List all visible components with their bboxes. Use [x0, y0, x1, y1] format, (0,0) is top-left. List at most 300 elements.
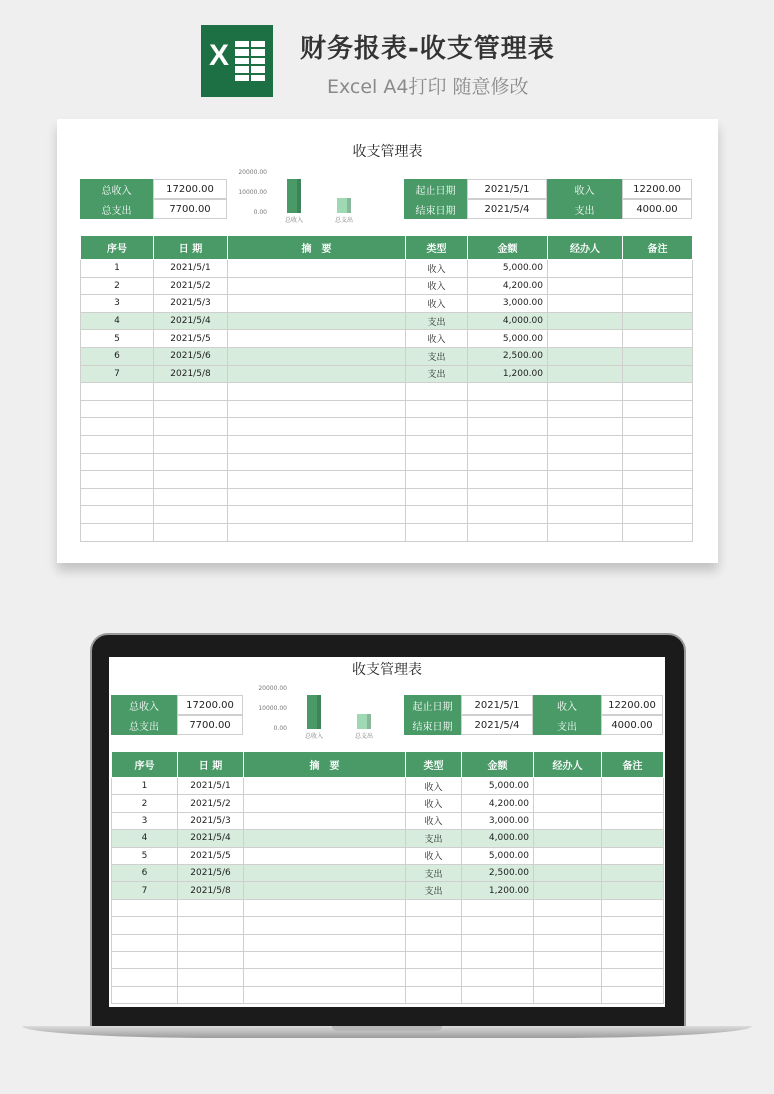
table-cell-handler[interactable] [534, 795, 602, 812]
table-cell-empty[interactable] [81, 506, 154, 524]
table-cell-empty[interactable] [548, 523, 623, 541]
table-cell-empty[interactable] [81, 435, 154, 453]
table-cell-date[interactable]: 2021/5/6 [154, 347, 228, 365]
table-cell-empty[interactable] [81, 453, 154, 471]
table-row-empty [112, 899, 664, 916]
start-date-value[interactable]: 2021/5/1 [467, 179, 547, 199]
bar-total-income [287, 179, 301, 213]
table-cell-empty[interactable] [462, 986, 534, 1003]
table-cell-empty[interactable] [244, 951, 406, 968]
table-cell-empty[interactable] [623, 523, 693, 541]
table-header-row [112, 752, 664, 778]
table-row-empty [81, 488, 693, 506]
table-cell-handler[interactable] [548, 277, 623, 295]
table-cell-no[interactable]: 3 [112, 812, 178, 829]
column-header[interactable]: 经办人 [548, 236, 623, 260]
table-cell-type[interactable]: 收入 [406, 295, 468, 313]
table-cell-no[interactable]: 1 [112, 778, 178, 795]
y-tick-label: 10000.00 [238, 189, 267, 196]
table-cell-empty[interactable] [406, 435, 468, 453]
table-cell-empty[interactable] [154, 435, 228, 453]
column-header[interactable]: 类型 [406, 752, 462, 778]
table-cell-empty[interactable] [548, 400, 623, 418]
table-cell-summary[interactable] [228, 260, 406, 278]
table-cell-type[interactable]: 支出 [406, 347, 468, 365]
table-cell-summary[interactable] [244, 882, 406, 899]
table-row [81, 260, 693, 278]
table-cell-empty[interactable] [623, 488, 693, 506]
table-cell-empty[interactable] [623, 471, 693, 489]
table-row-empty [81, 383, 693, 401]
table-cell-date[interactable]: 2021/5/2 [154, 277, 228, 295]
sheet-title: 收支管理表 [352, 144, 423, 160]
table-row-empty [112, 986, 664, 1003]
banner-title: 财务报表-收支管理表 [300, 34, 555, 64]
end-date-value[interactable]: 2021/5/4 [461, 715, 533, 735]
table-cell-summary[interactable] [244, 795, 406, 812]
table-cell-empty[interactable] [534, 969, 602, 986]
table-cell-no[interactable]: 6 [81, 347, 154, 365]
table-cell-type[interactable]: 收入 [406, 330, 468, 348]
table-cell-handler[interactable] [548, 365, 623, 383]
table-cell-type[interactable]: 收入 [406, 847, 462, 864]
table-row [112, 882, 664, 899]
table-cell-empty[interactable] [406, 986, 462, 1003]
records-table [111, 751, 664, 1004]
table-cell-empty[interactable] [154, 523, 228, 541]
table-row [112, 864, 664, 881]
table-cell-handler[interactable] [548, 312, 623, 330]
table-cell-empty[interactable] [534, 986, 602, 1003]
table-cell-empty[interactable] [623, 453, 693, 471]
table-cell-type[interactable]: 收入 [406, 277, 468, 295]
table-cell-date[interactable]: 2021/5/4 [154, 312, 228, 330]
column-header[interactable]: 序号 [81, 236, 154, 260]
table-cell-summary[interactable] [228, 330, 406, 348]
table-cell-empty[interactable] [178, 934, 244, 951]
table-cell-empty[interactable] [112, 899, 178, 916]
table-cell-empty[interactable] [228, 488, 406, 506]
table-cell-empty[interactable] [406, 488, 468, 506]
table-cell-summary[interactable] [228, 312, 406, 330]
table-cell-empty[interactable] [154, 506, 228, 524]
table-cell-note[interactable] [623, 347, 693, 365]
table-cell-note[interactable] [602, 864, 664, 881]
total-expense-value[interactable]: 7700.00 [177, 715, 243, 735]
table-cell-amount[interactable]: 5,000.00 [468, 330, 548, 348]
table-cell-date[interactable]: 2021/5/5 [154, 330, 228, 348]
table-cell-handler[interactable] [548, 260, 623, 278]
excel-logo-letter: X [209, 39, 230, 72]
table-cell-empty[interactable] [178, 969, 244, 986]
table-row [112, 778, 664, 795]
table-cell-empty[interactable] [406, 400, 468, 418]
table-cell-note[interactable] [623, 260, 693, 278]
table-cell-no[interactable]: 2 [112, 795, 178, 812]
table-row-empty [81, 523, 693, 541]
table-cell-handler[interactable] [548, 330, 623, 348]
table-row-empty [81, 418, 693, 436]
table-cell-empty[interactable] [602, 951, 664, 968]
column-header[interactable]: 日 期 [154, 236, 228, 260]
table-row-empty [112, 934, 664, 951]
table-cell-date[interactable]: 2021/5/4 [178, 830, 244, 847]
records-table [80, 235, 693, 542]
table-cell-empty[interactable] [228, 453, 406, 471]
table-row [81, 295, 693, 313]
table-cell-date[interactable]: 2021/5/6 [178, 864, 244, 881]
table-cell-empty[interactable] [406, 969, 462, 986]
table-cell-empty[interactable] [154, 488, 228, 506]
table-cell-empty[interactable] [462, 951, 534, 968]
table-cell-empty[interactable] [406, 453, 468, 471]
filtered-income-value[interactable]: 12200.00 [622, 179, 692, 199]
table-cell-empty[interactable] [244, 986, 406, 1003]
table-cell-empty[interactable] [462, 899, 534, 916]
table-cell-empty[interactable] [406, 383, 468, 401]
total-income-label: 总收入 [80, 179, 153, 199]
table-cell-empty[interactable] [81, 418, 154, 436]
table-cell-empty[interactable] [154, 400, 228, 418]
table-cell-empty[interactable] [534, 917, 602, 934]
table-cell-empty[interactable] [602, 934, 664, 951]
table-row-empty [112, 969, 664, 986]
column-header[interactable]: 经办人 [534, 752, 602, 778]
banner [0, 0, 774, 110]
total-expense-label: 总支出 [80, 199, 153, 219]
table-cell-summary[interactable] [244, 847, 406, 864]
table-cell-type[interactable]: 支出 [406, 864, 462, 881]
column-header[interactable]: 类型 [406, 236, 468, 260]
table-cell-empty[interactable] [548, 435, 623, 453]
table-cell-note[interactable] [602, 812, 664, 829]
filtered-income-value[interactable]: 12200.00 [601, 695, 663, 715]
table-cell-empty[interactable] [462, 934, 534, 951]
table-cell-type[interactable]: 支出 [406, 830, 462, 847]
filtered-expense-label: 支出 [533, 715, 601, 735]
table-cell-empty[interactable] [81, 383, 154, 401]
end-date-label: 结束日期 [404, 715, 461, 735]
table-cell-date[interactable]: 2021/5/3 [178, 812, 244, 829]
table-cell-empty[interactable] [81, 471, 154, 489]
table-cell-type[interactable]: 收入 [406, 778, 462, 795]
table-cell-empty[interactable] [468, 435, 548, 453]
table-cell-no[interactable]: 7 [112, 882, 178, 899]
table-cell-empty[interactable] [81, 488, 154, 506]
table-cell-handler[interactable] [534, 830, 602, 847]
table-cell-summary[interactable] [228, 347, 406, 365]
table-cell-date[interactable]: 2021/5/5 [178, 847, 244, 864]
table-cell-amount[interactable]: 4,200.00 [462, 795, 534, 812]
table-cell-empty[interactable] [602, 969, 664, 986]
table-cell-note[interactable] [623, 295, 693, 313]
end-date-value[interactable]: 2021/5/4 [467, 199, 547, 219]
total-income-value[interactable]: 17200.00 [177, 695, 243, 715]
table-cell-amount[interactable]: 2,500.00 [462, 864, 534, 881]
table-cell-amount[interactable]: 3,000.00 [468, 295, 548, 313]
table-row [81, 330, 693, 348]
table-cell-amount[interactable]: 5,000.00 [462, 778, 534, 795]
start-date-label: 起止日期 [404, 695, 461, 715]
table-cell-empty[interactable] [228, 471, 406, 489]
table-cell-empty[interactable] [462, 969, 534, 986]
table-cell-empty[interactable] [548, 471, 623, 489]
table-header-row [81, 236, 693, 260]
column-header[interactable]: 日 期 [178, 752, 244, 778]
table-cell-date[interactable]: 2021/5/2 [178, 795, 244, 812]
table-cell-date[interactable]: 2021/5/1 [178, 778, 244, 795]
table-cell-empty[interactable] [81, 400, 154, 418]
table-cell-note[interactable] [602, 830, 664, 847]
filtered-income-label: 收入 [533, 695, 601, 715]
table-cell-summary[interactable] [228, 365, 406, 383]
table-row [112, 847, 664, 864]
table-cell-empty[interactable] [468, 523, 548, 541]
y-tick-label: 0.00 [273, 725, 287, 732]
summary-bar-chart [249, 685, 389, 745]
table-cell-empty[interactable] [154, 418, 228, 436]
table-row [112, 812, 664, 829]
column-header[interactable]: 摘 要 [228, 236, 406, 260]
table-cell-empty[interactable] [112, 917, 178, 934]
table-cell-empty[interactable] [623, 383, 693, 401]
table-cell-empty[interactable] [228, 435, 406, 453]
y-tick-label: 20000.00 [258, 685, 287, 692]
table-row [112, 830, 664, 847]
table-cell-type[interactable]: 收入 [406, 812, 462, 829]
table-cell-note[interactable] [602, 882, 664, 899]
laptop-screen-sheet [109, 657, 665, 1007]
table-cell-type[interactable]: 收入 [406, 795, 462, 812]
table-row [112, 795, 664, 812]
column-header[interactable]: 金额 [462, 752, 534, 778]
column-header[interactable]: 金额 [468, 236, 548, 260]
table-cell-type[interactable]: 支出 [406, 882, 462, 899]
table-cell-handler[interactable] [534, 812, 602, 829]
end-date-label: 结束日期 [404, 199, 467, 219]
table-cell-empty[interactable] [244, 917, 406, 934]
table-cell-empty[interactable] [228, 506, 406, 524]
table-row-empty [81, 400, 693, 418]
table-cell-amount[interactable]: 4,000.00 [462, 830, 534, 847]
table-cell-amount[interactable]: 2,500.00 [468, 347, 548, 365]
filtered-expense-value[interactable]: 4000.00 [601, 715, 663, 735]
column-header[interactable]: 备注 [623, 236, 693, 260]
table-cell-amount[interactable]: 3,000.00 [462, 812, 534, 829]
total-expense-value[interactable]: 7700.00 [153, 199, 227, 219]
table-row-empty [81, 471, 693, 489]
table-cell-amount[interactable]: 4,000.00 [468, 312, 548, 330]
table-cell-empty[interactable] [154, 453, 228, 471]
excel-logo-icon [201, 25, 273, 97]
table-cell-date[interactable]: 2021/5/3 [154, 295, 228, 313]
table-cell-empty[interactable] [548, 383, 623, 401]
table-cell-empty[interactable] [178, 917, 244, 934]
bar-label: 总支出 [354, 733, 373, 740]
table-row [81, 312, 693, 330]
table-cell-empty[interactable] [548, 506, 623, 524]
table-cell-amount[interactable]: 4,200.00 [468, 277, 548, 295]
table-cell-empty[interactable] [112, 969, 178, 986]
filtered-income-label: 收入 [547, 179, 622, 199]
table-row-empty [112, 917, 664, 934]
table-cell-summary[interactable] [244, 864, 406, 881]
table-cell-amount[interactable]: 1,200.00 [468, 365, 548, 383]
laptop-base [22, 1026, 752, 1038]
table-cell-empty[interactable] [244, 934, 406, 951]
column-header[interactable]: 摘 要 [244, 752, 406, 778]
table-cell-empty[interactable] [228, 383, 406, 401]
table-cell-empty[interactable] [468, 453, 548, 471]
table-cell-note[interactable] [623, 312, 693, 330]
table-cell-note[interactable] [623, 277, 693, 295]
table-cell-handler[interactable] [548, 295, 623, 313]
table-cell-empty[interactable] [602, 986, 664, 1003]
table-cell-empty[interactable] [534, 934, 602, 951]
table-cell-no[interactable]: 1 [81, 260, 154, 278]
table-row-empty [112, 951, 664, 968]
table-cell-empty[interactable] [406, 951, 462, 968]
bar-total-expense [357, 714, 371, 729]
table-cell-empty[interactable] [468, 418, 548, 436]
table-cell-empty[interactable] [406, 523, 468, 541]
table-cell-empty[interactable] [623, 418, 693, 436]
filtered-expense-label: 支出 [547, 199, 622, 219]
table-cell-empty[interactable] [468, 400, 548, 418]
table-cell-note[interactable] [623, 365, 693, 383]
table-cell-empty[interactable] [178, 951, 244, 968]
table-cell-handler[interactable] [534, 778, 602, 795]
table-row [81, 365, 693, 383]
bar-label: 总收入 [284, 217, 303, 224]
table-cell-no[interactable]: 2 [81, 277, 154, 295]
table-cell-empty[interactable] [154, 471, 228, 489]
table-cell-no[interactable]: 4 [112, 830, 178, 847]
table-cell-date[interactable]: 2021/5/1 [154, 260, 228, 278]
table-cell-empty[interactable] [406, 471, 468, 489]
table-cell-no[interactable]: 3 [81, 295, 154, 313]
table-cell-handler[interactable] [534, 847, 602, 864]
table-cell-empty[interactable] [228, 418, 406, 436]
table-cell-empty[interactable] [623, 435, 693, 453]
table-cell-handler[interactable] [548, 347, 623, 365]
table-cell-no[interactable]: 7 [81, 365, 154, 383]
table-cell-empty[interactable] [468, 506, 548, 524]
table-cell-empty[interactable] [548, 453, 623, 471]
bar-total-expense [337, 198, 351, 213]
banner-subtitle: Excel A4打印 随意修改 [327, 76, 529, 98]
table-cell-summary[interactable] [244, 830, 406, 847]
table-cell-no[interactable]: 5 [81, 330, 154, 348]
table-cell-empty[interactable] [468, 471, 548, 489]
table-cell-handler[interactable] [534, 882, 602, 899]
table-cell-empty[interactable] [228, 400, 406, 418]
table-cell-summary[interactable] [228, 277, 406, 295]
table-cell-empty[interactable] [244, 969, 406, 986]
table-cell-empty[interactable] [468, 383, 548, 401]
table-cell-date[interactable]: 2021/5/8 [154, 365, 228, 383]
table-row-empty [81, 435, 693, 453]
table-cell-empty[interactable] [406, 899, 462, 916]
table-cell-empty[interactable] [112, 951, 178, 968]
y-tick-label: 0.00 [253, 209, 267, 216]
total-income-label: 总收入 [111, 695, 177, 715]
summary-bar-chart [229, 169, 379, 229]
sheet-preview [57, 119, 718, 563]
sheet-title: 收支管理表 [352, 662, 422, 678]
table-cell-type[interactable]: 支出 [406, 365, 468, 383]
table-row-empty [81, 506, 693, 524]
table-cell-empty[interactable] [112, 986, 178, 1003]
table-cell-empty[interactable] [602, 917, 664, 934]
bar-total-income [307, 695, 321, 729]
start-date-value[interactable]: 2021/5/1 [461, 695, 533, 715]
table-cell-handler[interactable] [534, 864, 602, 881]
table-cell-summary[interactable] [228, 295, 406, 313]
table-cell-note[interactable] [602, 847, 664, 864]
table-cell-empty[interactable] [406, 418, 468, 436]
bar-label: 总支出 [334, 217, 353, 224]
table-cell-empty[interactable] [228, 523, 406, 541]
table-cell-empty[interactable] [178, 899, 244, 916]
table-cell-note[interactable] [602, 778, 664, 795]
table-cell-empty[interactable] [406, 917, 462, 934]
table-row-empty [81, 453, 693, 471]
table-cell-empty[interactable] [81, 523, 154, 541]
table-cell-empty[interactable] [623, 400, 693, 418]
total-expense-label: 总支出 [111, 715, 177, 735]
table-cell-empty[interactable] [468, 488, 548, 506]
table-row [81, 277, 693, 295]
table-cell-summary[interactable] [244, 778, 406, 795]
bar-label: 总收入 [304, 733, 323, 740]
table-cell-empty[interactable] [244, 899, 406, 916]
table-cell-empty[interactable] [623, 506, 693, 524]
table-cell-empty[interactable] [548, 418, 623, 436]
table-cell-empty[interactable] [406, 934, 462, 951]
table-cell-summary[interactable] [244, 812, 406, 829]
table-cell-empty[interactable] [534, 951, 602, 968]
table-cell-empty[interactable] [602, 899, 664, 916]
table-cell-no[interactable]: 5 [112, 847, 178, 864]
table-cell-no[interactable]: 6 [112, 864, 178, 881]
table-cell-amount[interactable]: 1,200.00 [462, 882, 534, 899]
table-cell-amount[interactable]: 5,000.00 [462, 847, 534, 864]
table-cell-empty[interactable] [406, 506, 468, 524]
table-cell-empty[interactable] [462, 917, 534, 934]
table-cell-amount[interactable]: 5,000.00 [468, 260, 548, 278]
total-income-value[interactable]: 17200.00 [153, 179, 227, 199]
table-cell-type[interactable]: 支出 [406, 312, 468, 330]
table-cell-no[interactable]: 4 [81, 312, 154, 330]
y-tick-label: 10000.00 [258, 705, 287, 712]
table-cell-empty[interactable] [178, 986, 244, 1003]
start-date-label: 起止日期 [404, 179, 467, 199]
table-row [81, 347, 693, 365]
table-cell-type[interactable]: 收入 [406, 260, 468, 278]
column-header[interactable]: 序号 [112, 752, 178, 778]
table-cell-empty[interactable] [548, 488, 623, 506]
table-cell-date[interactable]: 2021/5/8 [178, 882, 244, 899]
table-cell-note[interactable] [602, 795, 664, 812]
column-header[interactable]: 备注 [602, 752, 664, 778]
table-cell-note[interactable] [623, 330, 693, 348]
table-cell-empty[interactable] [154, 383, 228, 401]
table-cell-empty[interactable] [534, 899, 602, 916]
y-tick-label: 20000.00 [238, 169, 267, 176]
filtered-expense-value[interactable]: 4000.00 [622, 199, 692, 219]
table-cell-empty[interactable] [112, 934, 178, 951]
